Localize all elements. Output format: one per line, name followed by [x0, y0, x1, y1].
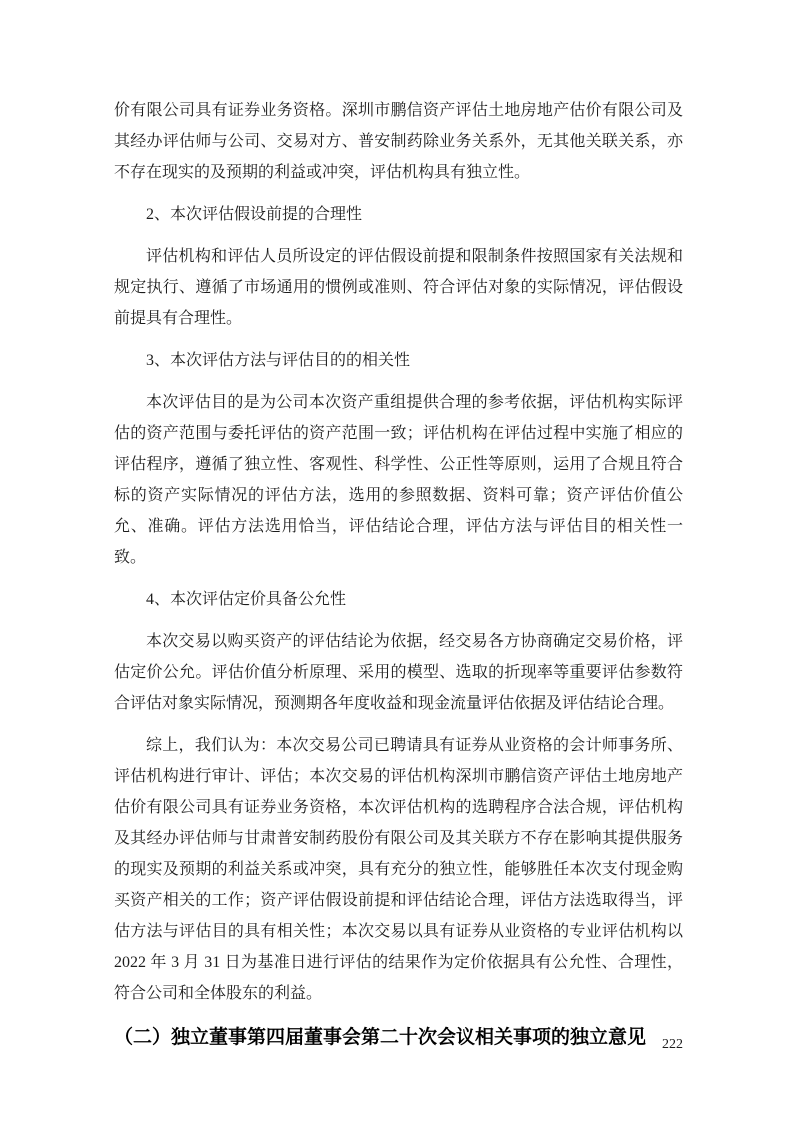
paragraph-assumptions: 评估机构和评估人员所设定的评估假设前提和限制条件按照国家有关法规和规定执行、遵循了市场通用的惯例或准则、符合评估对象的实际情况，评估假设前提具有合理性。: [114, 248, 683, 327]
paragraph-continuation: 价有限公司具有证券业务资格。深圳市鹏信资产评估土地房地产估价有限公司及其经办评估师与公司、交易对方、普安制药除业务关系外，无其他关联关系，亦不存在现实的及预期的利益或冲突，评估机构具有独立性。: [114, 102, 683, 181]
paragraph-summary: 综上，我们认为：本次交易公司已聘请具有证券从业资格的会计师事务所、评估机构进行审计、评估；本次交易的评估机构深圳市鹏信资产评估土地房地产估价有限公司具有证券业务资格，本次评估机构的选聘程序合法合规，评估机构及其经办评估师与甘肃普安制药股份有限公司及其关联方不存在影响其提供服务的现实及预期的利益关系或冲突，具有充分的独立性，能够胜任本次支付现金购买资产相关的工作；资产评估假设前提和评估结论合理，评估方法选取得当，评估方法与评估目的具有相关性；本次交易以具有证券从业资格的专业评估机构以 2022 年 3 月 31 日为基准日进行评估的结果作为定价依据具有公允性、合理性，符合公司和全体股东的利益。: [114, 737, 683, 1002]
numbered-heading-3: 3、本次评估方法与评估目的的相关性: [146, 352, 411, 369]
paragraph-methods: 本次评估目的是为公司本次资产重组提供合理的参考依据，评估机构实际评估的资产范围与委托评估的资产范围一致；评估机构在评估过程中实施了相应的评估程序，遵循了独立性、客观性、科学性、公正性等原则，运用了合规且符合标的资产实际情况的评估方法，选用的参照数据、资料可靠；资产评估价值公允、准确。评估方法选用恰当，评估结论合理，评估方法与评估目的相关性一致。: [114, 394, 683, 566]
section-heading-independent-opinion: （二）独立董事第四届董事会第二十次会议相关事项的独立意见: [114, 1027, 647, 1048]
document-body: [114, 95, 683, 1051]
paragraph-pricing: 本次交易以购买资产的评估结论为依据，经交易各方协商确定交易价格，评估定价公允。评估价值分析原理、采用的模型、选取的折现率等重要评估参数符合评估对象实际情况，预测期各年度收益和现金流量评估依据及评估结论合理。: [114, 633, 683, 712]
page-number: 222: [662, 1037, 683, 1052]
numbered-heading-4: 4、本次评估定价具备公允性: [146, 591, 347, 608]
numbered-heading-2: 2、本次评估假设前提的合理性: [146, 206, 363, 223]
